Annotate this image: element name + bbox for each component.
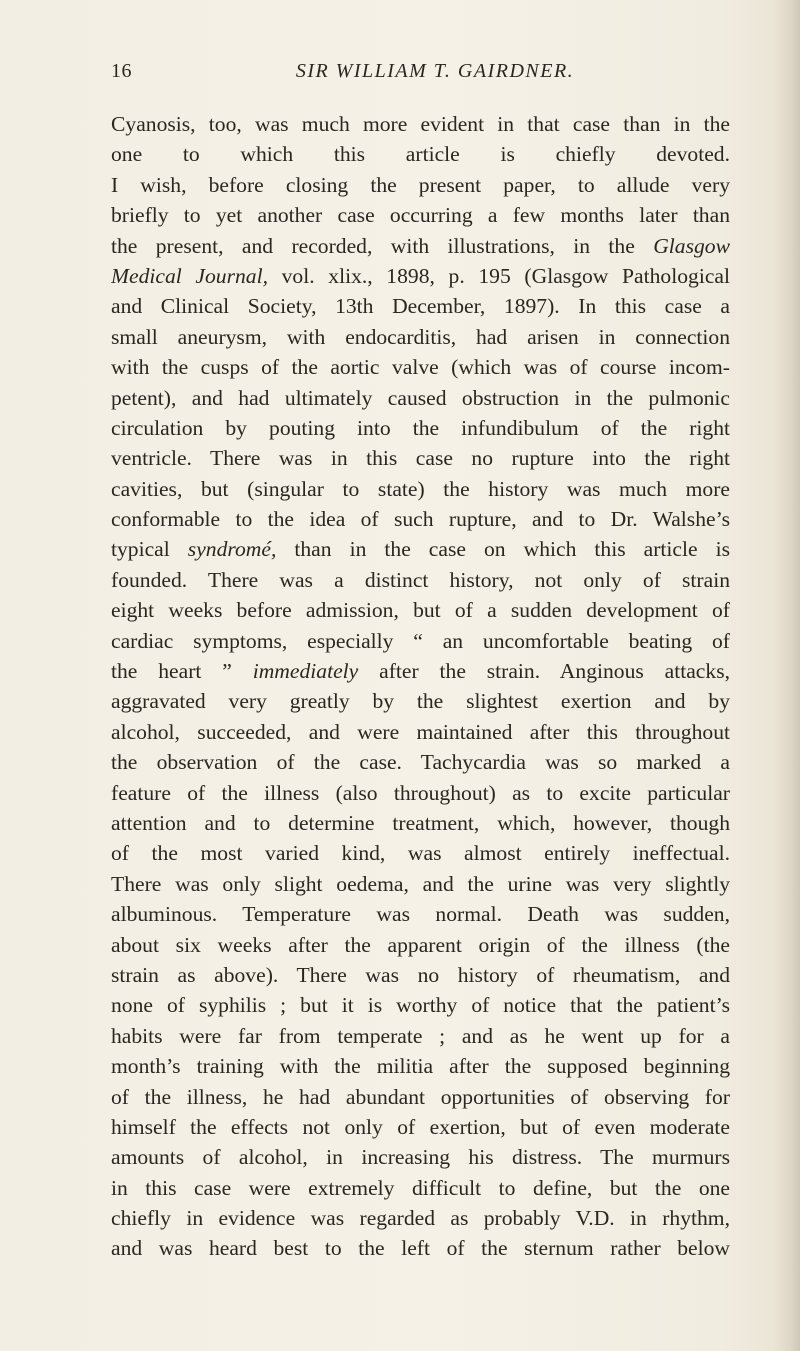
text-segment: of the illness, he had abundant opportunities of observing for [111, 1084, 730, 1109]
text-line [111, 231, 730, 261]
text-line [111, 626, 730, 656]
text-line [111, 1203, 730, 1233]
text-line [111, 1112, 730, 1142]
text-segment: feature of the illness (also throughout) as to excite particular [111, 780, 730, 805]
text-line [111, 1142, 730, 1172]
text-segment: after the strain. Anginous attacks, [358, 659, 730, 684]
text-line [111, 170, 730, 200]
text-line [111, 808, 730, 838]
text-segment: amounts of alcohol, in increasing his distress. The murmurs [111, 1145, 730, 1170]
text-line [111, 291, 730, 321]
text-line [111, 899, 730, 929]
body-text [111, 109, 730, 1264]
text-segment: in this case were extremely difficult to define, but the one [111, 1175, 730, 1200]
text-segment: and Clinical Society, 13th December, 1897). In this case a [111, 294, 730, 319]
italic-text: immediately [252, 659, 359, 684]
text-segment: cavities, but (singular to state) the history was much more [111, 476, 730, 501]
text-line [111, 595, 730, 625]
text-segment: of the most varied kind, was almost entirely ineffectual. [111, 841, 730, 866]
text-segment: alcohol, succeeded, and were maintained after this throughout [111, 719, 730, 744]
page-number: 16 [111, 60, 132, 82]
text-line [111, 717, 730, 747]
text-segment: conformable to the idea of such rupture, and to Dr. Walshe’s [111, 507, 730, 532]
text-segment: vol. xlix., 1898, p. 195 (Glasgow Pathological [267, 263, 730, 288]
text-line [111, 1082, 730, 1112]
text-segment: about six weeks after the apparent origin of the illness (the [111, 932, 730, 957]
text-line [111, 261, 730, 291]
text-line [111, 1233, 730, 1263]
text-segment: eight weeks before admission, but of a sudden development of [111, 598, 730, 623]
text-line [111, 869, 730, 899]
text-line [111, 534, 730, 564]
text-segment: than in the case on which this article is [276, 537, 730, 562]
text-segment: the present, and recorded, with illustrations, in the [111, 233, 654, 258]
text-segment: the heart ” [111, 659, 253, 684]
text-segment: Cyanosis, too, was much more evident in that case than in the [111, 112, 730, 136]
text-segment: petent), and had ultimately caused obstruction in the pulmonic [111, 385, 730, 410]
text-line [111, 474, 730, 504]
text-segment: chiefly in evidence was regarded as probably V.D. in rhythm, [111, 1206, 730, 1231]
text-segment: one to which this article is chiefly devoted. [111, 142, 730, 167]
text-segment: aggravated very greatly by the slightest exertion and by [111, 689, 730, 714]
text-segment: founded. There was a distinct history, not only of strain [111, 567, 730, 592]
running-head [111, 60, 729, 94]
italic-text: Medical Journal, [111, 263, 268, 288]
text-segment: month’s training with the militia after the supposed beginning [111, 1054, 730, 1079]
text-segment: typical [111, 537, 188, 562]
text-line [111, 443, 730, 473]
text-line [111, 504, 730, 534]
text-segment: I wish, before closing the present paper, to allude very [111, 172, 730, 197]
text-segment: There was only slight oedema, and the urine was very slightly [111, 871, 730, 896]
text-segment: small aneurysm, with endocarditis, had arisen in connection [111, 324, 730, 349]
text-line [111, 413, 730, 443]
text-line [111, 109, 730, 139]
text-segment: albuminous. Temperature was normal. Death was sudden, [111, 902, 730, 927]
text-line [111, 1051, 730, 1081]
text-line [111, 1173, 730, 1203]
text-line [111, 383, 730, 413]
running-title: SIR WILLIAM T. GAIRDNER. [295, 60, 575, 82]
text-line [111, 990, 730, 1020]
italic-text: Glasgow [653, 233, 730, 258]
text-line [111, 139, 730, 169]
text-line [111, 1021, 730, 1051]
text-segment: himself the effects not only of exertion, but of even moderate [111, 1114, 730, 1139]
text-segment: ventricle. There was in this case no rupture into the right [111, 446, 730, 471]
text-line [111, 200, 730, 230]
text-line [111, 747, 730, 777]
text-line [111, 656, 730, 686]
text-line [111, 565, 730, 595]
text-segment: none of syphilis ; but it is worthy of notice that the patient’s [111, 993, 730, 1018]
text-segment: circulation by pouting into the infundibulum of the right [111, 415, 730, 440]
page-edge-shadow [774, 0, 800, 1351]
text-line [111, 322, 730, 352]
italic-text: syndromé, [187, 537, 277, 562]
text-line [111, 838, 730, 868]
text-line [111, 960, 730, 990]
text-segment: habits were far from temperate ; and as he went up for a [111, 1023, 730, 1048]
text-segment: cardiac symptoms, especially “ an uncomfortable beating of [111, 628, 730, 653]
text-line [111, 686, 730, 716]
text-line [111, 352, 730, 382]
text-line [111, 778, 730, 808]
text-segment: the observation of the case. Tachycardia was so marked a [111, 750, 730, 775]
text-segment: strain as above). There was no history of rheumatism, and [111, 962, 730, 987]
text-segment: briefly to yet another case occurring a few months later than [111, 203, 730, 228]
text-segment: and was heard best to the left of the sternum rather below [111, 1236, 730, 1261]
text-segment: with the cusps of the aortic valve (which was of course incom- [111, 355, 730, 380]
text-line [111, 930, 730, 960]
text-segment: attention and to determine treatment, which, however, though [111, 810, 730, 835]
